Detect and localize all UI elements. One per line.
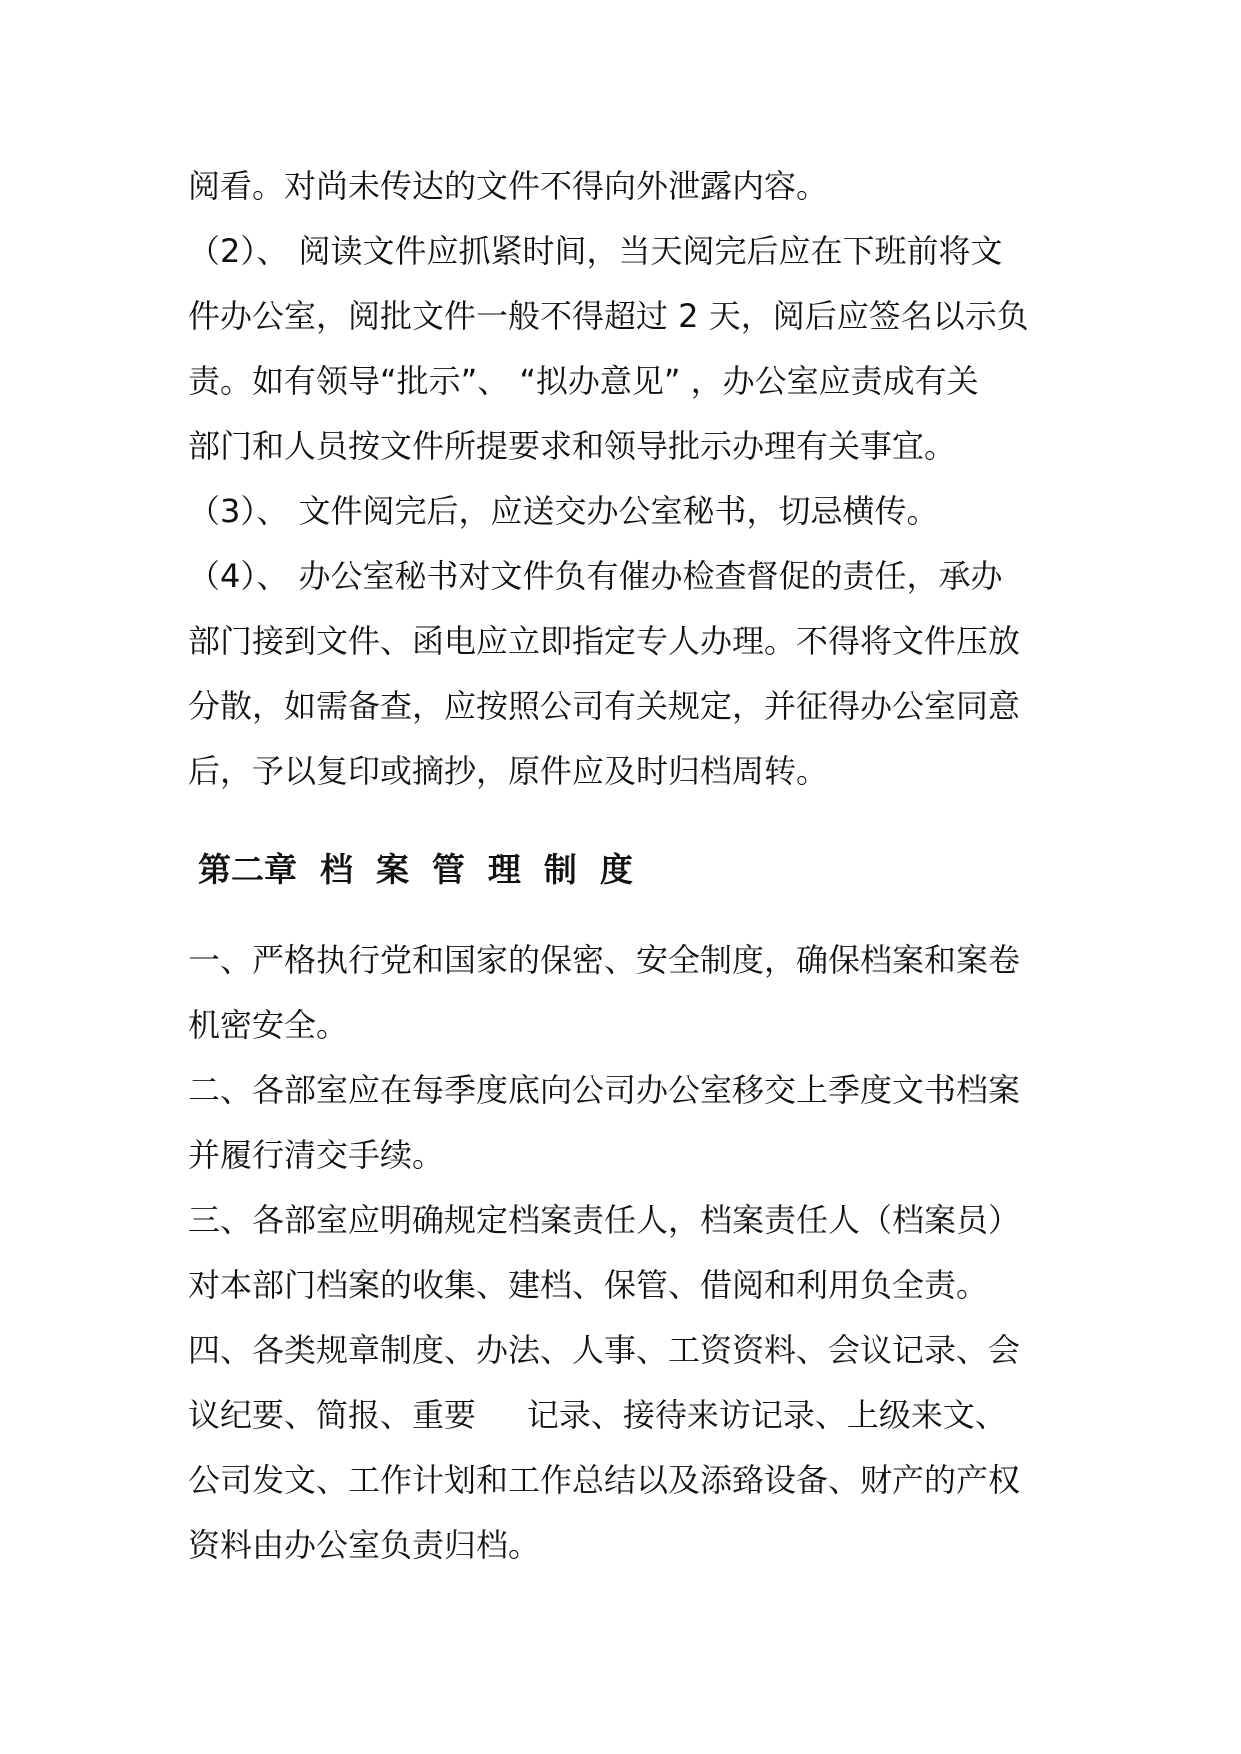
body-line: 后，予以复印或摘抄，原件应及时归档周转。 (188, 752, 829, 790)
body-line: 公司发文、工作计划和工作总结以及添臵设备、财产的产权 (188, 1461, 1021, 1499)
body-line: （2）、 阅读文件应抓紧时间，当天阅完后应在下班前将文 (188, 232, 1003, 270)
body-line: 议纪要、简报、重要 记录、接待来访记录、上级来文、 (188, 1396, 1007, 1434)
spacer (188, 804, 1068, 840)
body-line: 阅看。对尚未传达的文件不得向外泄露内容。 (188, 167, 829, 205)
body-line: 并履行清交手续。 (188, 1136, 445, 1174)
body-line: 分散，如需备查，应按照公司有关规定，并征得办公室同意 (188, 687, 1021, 725)
body-line: 件办公室，阅批文件一般不得超过 2 天，阅后应签名以示负 (188, 297, 1029, 335)
body-line: 机密安全。 (188, 1006, 349, 1044)
body-line: 对本部门档案的收集、建档、保管、借阅和利用负全责。 (188, 1266, 989, 1304)
spacer (188, 900, 1068, 928)
body-line: 四、各类规章制度、办法、人事、工资资料、会议记录、会 (188, 1331, 1021, 1369)
body-line: 责。如有领导“批示”、 “拟办意见” ，办公室应责成有关 (188, 362, 979, 400)
body-line: 资料由办公室负责归档。 (188, 1526, 541, 1564)
document-body (188, 154, 1068, 1578)
body-line: 一、严格执行党和国家的保密、安全制度，确保档案和案卷 (188, 941, 1021, 979)
body-line: 部门接到文件、函电应立即指定专人办理。不得将文件压放 (188, 622, 1021, 660)
chapter-heading: 第二章 档 案 管 理 制 度 (198, 850, 633, 889)
body-line: 部门和人员按文件所提要求和领导批示办理有关事宜。 (188, 427, 957, 465)
body-line: 二、各部室应在每季度底向公司办公室移交上季度文书档案 (188, 1071, 1021, 1109)
body-line: （4）、 办公室秘书对文件负有催办检查督促的责任，承办 (188, 557, 1003, 595)
body-line: （3）、 文件阅完后，应送交办公室秘书，切忌横传。 (188, 492, 939, 530)
body-line: 三、各部室应明确规定档案责任人，档案责任人（档案员） (188, 1201, 1021, 1239)
